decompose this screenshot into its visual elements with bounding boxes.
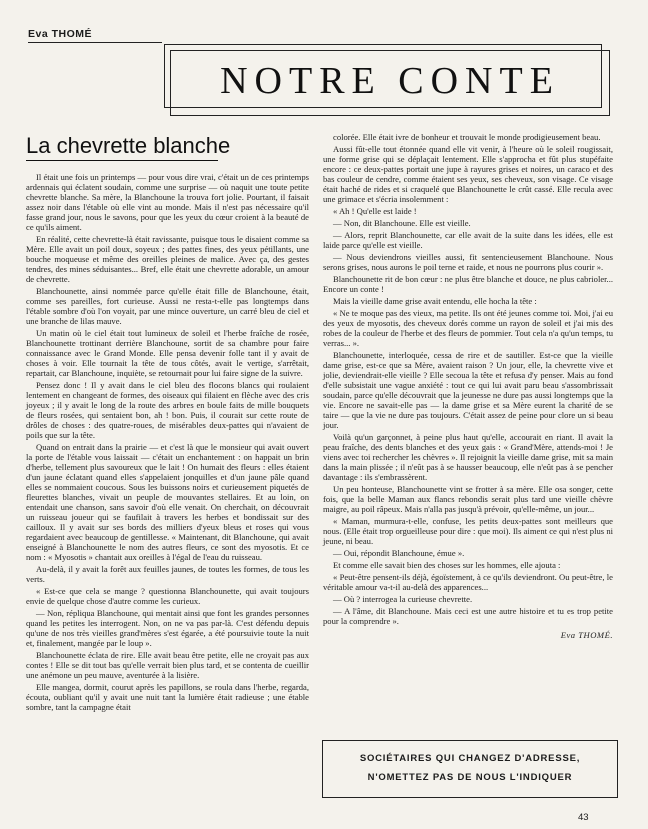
header-rule: [28, 42, 162, 43]
paragraph: — A l'âme, dit Blanchoune. Mais ceci est une autre histoire et tu es trop petite pour la comprendre ».: [323, 606, 613, 626]
section-title: NOTRE CONTE: [220, 60, 560, 102]
paragraph: Au-delà, il y avait la forêt aux feuilles jaunes, de toutes les formes, de tous les verts.: [26, 564, 309, 584]
story-title-underline: [26, 160, 218, 161]
address-notice-box: [322, 740, 618, 798]
paragraph: « Peut-être pensent-ils déjà, égoïstement, à ce qu'ils deviendront. Ou peut-être, le véritable amour va-t-il au-delà des apparences...: [323, 572, 613, 592]
paragraph: — Non, répliqua Blanchoune, qui mentait ainsi que font les grandes personnes quand les petites les interrogent. Non, on ne va pas par-là. C'est défendu depuis qu'une de nos très vieilles grand'mères s'est égarée, a été poursuivie toute la nuit et, finalement, mangée par le loup ».: [26, 608, 309, 648]
paragraph: En réalité, cette chevrette-là était ravissante, puisque tous le disaient comme sa Mère. Elle avait un poil doux, soyeux ; des pattes fines, des yeux pétillants, une bouche moqueuse et même des oreilles pleines de malice. Avec ça, des gestes tendres, des mines séduisantes... Bref, elle était une chevrette adorable, un amour de chevrette.: [26, 234, 309, 284]
paragraph: — Alors, reprit Blanchounette, car elle avait de la suite dans les idées, elle est laide parce qu'elle est vieille.: [323, 230, 613, 250]
paragraph: Blanchounette, ainsi nommée parce qu'elle était fille de Blanchoune, était, comme ses pareilles, fort curieuse. Aussi ne resta-t-elle pas longtemps dans l'étable sombre d'où l'on voyait, par une mince ouverture, un carré bleu de ciel et une branche de lilas mauve.: [26, 286, 309, 326]
story-title: La chevrette blanche: [26, 133, 231, 158]
page-number: 43: [578, 812, 589, 823]
paragraph: Blanchounette éclata de rire. Elle avait beau être petite, elle ne croyait pas aux contes ! Elle se dit tout bas qu'elle verrait bien plus tard, et se contenta de cueillir une anémone un peu mauve, aventurée à la lisière.: [26, 650, 309, 680]
paragraph: Aussi fût-elle tout étonnée quand elle vit venir, à l'heure où le soleil rougissait, une forme grise qui se déplaçait lentement. Elle s'approcha et fût plus stupéfaite encore : ce deux-pattes portait une jupe à rayures grises et noires, un caraco et des bas couleur de cendre, comme étaient ses yeux, ses cheveux, son visage. Ce visage était haché de rides et si craquelé que Blanchounette le crût cassé. Elle recula avec une grimace et s'écria insolemment :: [323, 144, 613, 204]
paragraph: — Oui, répondit Blanchoune, émue ».: [333, 548, 465, 558]
paragraph: colorée. Elle était ivre de bonheur et trouvait le monde prodigieusement beau.: [333, 132, 601, 142]
paragraph: Et comme elle savait bien des choses sur les hommes, elle ajouta :: [333, 560, 561, 570]
paragraph: Un matin où le ciel était tout lumineux de soleil et l'herbe fraîche de rosée, Blanchounette trottinant derrière Blanchoune, sortit de sa chambre pour faire connaissance avec le Grand Monde. Elle pensa devenir folle tant il y avait de choses à voir. Elle tournait la tête de tous côtés, avait le vertige, s'arrêtait, repartait, car Blanchoune, inquiète, se retournait pour lui faire signe de la suivre.: [26, 328, 309, 378]
paragraph: Elle mangea, dormit, courut après les papillons, se roula dans l'herbe, regarda, écouta, oubliant qu'il y avait une nuit tant la lumière était radieuse ; une étable sombre, tant la campagne était: [26, 682, 309, 712]
paragraph: Blanchounette, interloquée, cessa de rire et de sautiller. Est-ce que la vieille dame grise, est-ce que sa Mère, avaient raison ? Un jour, elle, la chevrette vive et jolie, deviendrait-elle vieille ? Elle secoua la tête et refusa d'y penser. Mais au fond d'elle subsistait une vague anxiété : tout ce qui lui avait paru beau s'assombrissait soudain, parce qu'elle découvrait que la jeunesse ne dure pas aussi longtemps que la vie. Encore ne savait-elle pas — la dame grise et sa Mère eurent la charité de se taire — que la vie ne dure pas toujours. C'était assez de peine pour clore un si beau jour.: [323, 350, 613, 430]
paragraph: Voilà qu'un garçonnet, à peine plus haut qu'elle, accourait en riant. Il avait la peau fraîche, des dents blanches et des yeux gais : « Grand'Mère, attends-moi ! Je viens avec toi rechercher les chèvres ». Il rejoignit la vieille dame grise, mit sa main dans la main plissée ; il n'eût pas à se hausser beaucoup, elle n'eût pas à se pencher davantage : ils s'embrassèrent.: [323, 432, 613, 482]
paragraph: Il était une fois un printemps — pour vous dire vrai, c'était un de ces printemps ardennais qui éclatent soudain, comme une surprise — où naquit une toute petite chevrette blanche. Sa mère, la Blanchoune la trouva fort jolie. Pourtant, il faisait assez noir dans l'étable où elle vint au monde. Mais il n'est pas nécessaire qu'il fasse grand jour, nous le savons, pour que les yeux du cœur croient à la beauté de ce qu'ils aiment.: [26, 172, 309, 232]
notice-line-1: SOCIÉTAIRES QUI CHANGEZ D'ADRESSE,: [359, 753, 581, 764]
paragraph: — Où ? interrogea la curieuse chevrette.: [333, 594, 473, 604]
paragraph: Quand on entrait dans la prairie — et c'est là que le monsieur qui avait ouvert la porte de l'étable vous laissait — c'était un enchantement : on happait un brin d'herbe, tellement plus savoureux que le lait ! On humait des fleurs : elles étaient d'un jaune éclatant quand elles s'appelaient jonquilles et d'un jaune pâle quand elles se nommaient coucous. Sous les buissons noirs et curieusement piquetés de fleurettes blanches, vivait un peuple de mouvantes stellaires. Et au loin, on entendait une chanson, sans savoir d'où elle venait. On cherchait, on découvrait un ruisseau joueur qui se faufilait à travers les herbes et bondissait sur des cailloux. Il y avait sur ses bords des milliers d'yeux bleus et roses qui vous regardaient avec beaucoup de gentillesse. « Maintenant, dit Blanchoune, qui avait enseigné à Blanchounette le nom des autres fleurs, ce sont des myosotis. Et ce nom : « Myosotis » chantait aux oreilles à l'égal de l'eau du ruisseau.: [26, 442, 309, 562]
notice-line-2: N'OMETTEZ PAS DE NOUS L'INDIQUER: [367, 772, 573, 783]
paragraph: — Nous deviendrons vieilles aussi, fit sentencieusement Blanchoune. Nous serons grises, nous aurons le poil terne et raide, et nous ne pourrons plus courir ».: [323, 252, 613, 272]
right-column: [323, 132, 613, 642]
section-title-frame: [170, 50, 610, 116]
paragraph: Mais la vieille dame grise avait entendu, elle hocha la tête :: [333, 296, 537, 306]
signature: Eva THOMÉ.: [560, 630, 613, 640]
paragraph: « Est-ce que cela se mange ? questionna Blanchounette, qui avait toujours envie de quelque chose d'autre comme les curieux.: [26, 586, 309, 606]
paragraph: Blanchounette rit de bon cœur : ne plus être blanche et douce, ne plus cabrioler... Encore un conte !: [323, 274, 613, 294]
paragraph: Pensez donc ! Il y avait dans le ciel bleu des flocons blancs qui roulaient lentement en changeant de formes, des oiseaux qui filaient en flèche avec des cris joyeux ; il y avait le long de la route des arbres en boule faits de mille bouquets de fleurs rosées, qui sentaient bon, ah ! bon. Puis, il courait sur cette route de drôles de choses : des quatre-roues, de misérables deux-pattes qui n'avaient de poils que sur la tête.: [26, 380, 309, 440]
paragraph: « Maman, murmura-t-elle, confuse, les petits deux-pattes sont meilleurs que nous. (Elle était trop orgueilleuse pour dire : que moi). Ils aiment ce qui n'est plus ni jeune, ni beau.: [323, 516, 613, 546]
paragraph: — Non, dit Blanchoune. Elle est vieille.: [333, 218, 471, 228]
left-column: [26, 172, 309, 714]
paragraph: Un peu honteuse, Blanchounette vint se frotter à sa mère. Elle osa songer, cette fois, que la belle Maman aux flancs rebondis serait plus tard une vieille chèvre maigre, au poil râpeux. Mais n'alla pas jusqu'à prévoir, qu'elle-même, un jour...: [323, 484, 613, 514]
paragraph: « Ne te moque pas des vieux, ma petite. Ils ont été jeunes comme toi. Moi, j'ai eu des yeux de myosotis, des cheveux dorés comme un rayon de soleil et j'ai mis des robes de la couleur de l'herbe et des fleurs de pommier. Tout cela n'a qu'un temps, tu verras... ».: [323, 308, 613, 348]
paragraph: « Ah ! Qu'elle est laide !: [333, 206, 417, 216]
author-name: Eva THOMÉ: [28, 28, 93, 40]
